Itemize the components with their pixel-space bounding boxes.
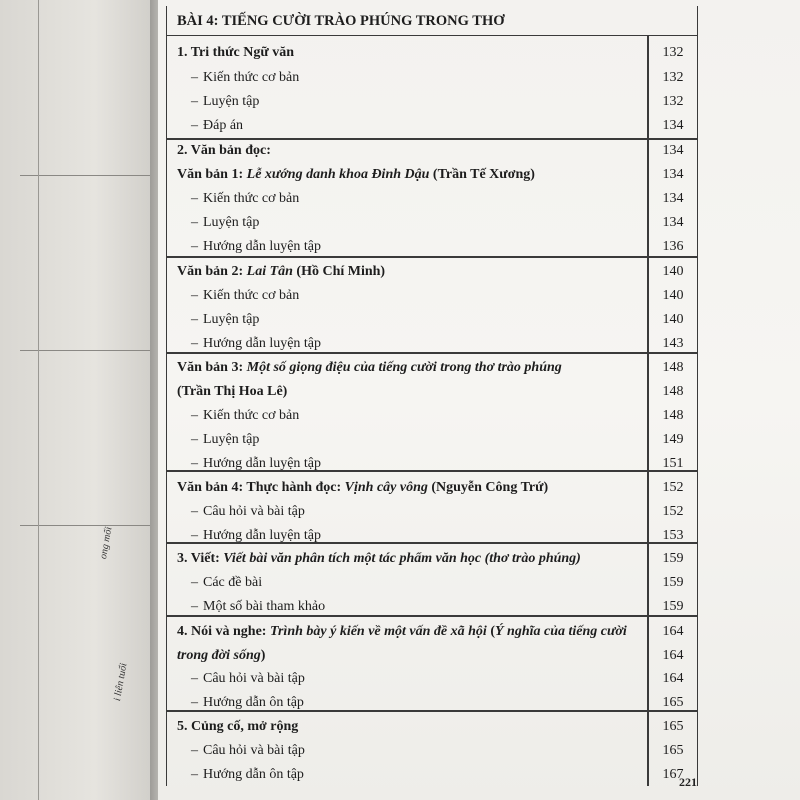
toc-entry-text: 3. Viết: xyxy=(177,551,224,566)
toc-entry-text: Một số bài tham khảo xyxy=(203,599,326,614)
toc-row xyxy=(167,763,697,787)
dash-bullet: – xyxy=(191,312,198,327)
toc-entry-title xyxy=(191,428,259,452)
dash-bullet: – xyxy=(191,94,198,109)
toc-entry-text: Kiến thức cơ bản xyxy=(203,70,300,85)
toc-entry-title xyxy=(191,235,321,259)
dash-bullet: – xyxy=(191,336,198,351)
toc-row xyxy=(167,139,697,163)
toc-entry-text: Lai Tân xyxy=(246,264,293,279)
toc-entry-text: (Nguyễn Công Trứ) xyxy=(427,480,549,495)
toc-row xyxy=(167,500,697,524)
toc-entry-text: Luyện tập xyxy=(203,432,260,447)
toc-row xyxy=(167,66,697,90)
toc-row xyxy=(167,524,697,548)
toc-row xyxy=(167,547,697,571)
toc-entry-text: Câu hỏi và bài tập xyxy=(203,743,305,758)
toc-entry-title xyxy=(191,524,321,548)
toc-row xyxy=(167,235,697,259)
toc-row xyxy=(167,90,697,114)
toc-row xyxy=(167,404,697,428)
dash-bullet: – xyxy=(191,288,198,303)
corner-page-number: 221 xyxy=(679,775,697,789)
toc-entry-text: Hướng dẫn ôn tập xyxy=(203,695,304,710)
toc-entry-title xyxy=(177,356,562,380)
toc-page-number: 148 xyxy=(662,360,684,375)
toc-page-number: 164 xyxy=(662,671,684,686)
toc-entry-title xyxy=(191,763,304,787)
dash-bullet: – xyxy=(191,671,198,686)
toc-page-number: 132 xyxy=(662,94,684,109)
toc-row xyxy=(167,356,697,380)
toc-entry-title xyxy=(191,500,305,524)
toc-entry-text: Văn bản 2: xyxy=(177,264,247,279)
toc-entry-text: Viết bài văn phân tích một tác phẩm văn học (thơ trào phúng) xyxy=(223,551,581,566)
left-rule xyxy=(20,525,150,526)
toc-page-number: 148 xyxy=(662,384,684,399)
dash-bullet: – xyxy=(191,575,198,590)
toc-entry-title xyxy=(191,739,305,763)
dash-bullet: – xyxy=(191,118,198,133)
toc-page-number: 151 xyxy=(662,456,684,471)
toc-row xyxy=(167,476,697,500)
toc-row xyxy=(167,163,697,187)
toc-entry-text: Câu hỏi và bài tập xyxy=(203,504,305,519)
toc-entry-text: (Trần Thị Hoa Lê) xyxy=(177,384,288,399)
toc-entry-title xyxy=(177,476,548,500)
toc-page-number: 132 xyxy=(662,45,684,60)
toc-entry-title xyxy=(177,547,581,571)
toc-entry-title xyxy=(177,139,271,163)
dash-bullet: – xyxy=(191,528,198,543)
toc-row xyxy=(167,211,697,235)
toc-entry-text: 4. Nói và nghe: xyxy=(177,624,270,639)
toc-table xyxy=(166,6,698,789)
toc-entry-title xyxy=(191,187,299,211)
toc-row xyxy=(167,380,697,404)
toc-entry-text: Luyện tập xyxy=(203,312,260,327)
toc-entry-title xyxy=(191,571,262,595)
left-column-line xyxy=(38,0,39,800)
toc-page-number: 134 xyxy=(662,191,684,206)
toc-page-number: 149 xyxy=(662,432,684,447)
toc-page-number: 134 xyxy=(662,143,684,158)
toc-entry-text: Các đề bài xyxy=(203,575,263,590)
toc-row xyxy=(167,452,697,476)
toc-page-number: 140 xyxy=(662,264,684,279)
toc-entry-title xyxy=(191,308,259,332)
toc-entry-text: 1. Tri thức Ngữ văn xyxy=(177,45,295,60)
toc-entry-title xyxy=(177,380,287,404)
toc-page-number: 140 xyxy=(662,288,684,303)
left-page-edge xyxy=(0,0,158,800)
left-rule xyxy=(20,175,150,176)
toc-row xyxy=(167,715,697,739)
toc-entry-title xyxy=(191,114,243,138)
toc-page-number: 134 xyxy=(662,215,684,230)
dash-bullet: – xyxy=(191,695,198,710)
toc-page-number: 134 xyxy=(662,118,684,133)
left-page-fragment: ong mối xyxy=(98,525,115,560)
toc-page-number: 165 xyxy=(662,719,684,734)
toc-entry-title xyxy=(177,715,298,739)
toc-page-number: 159 xyxy=(662,599,684,614)
toc-entry-title xyxy=(191,66,299,90)
toc-entry-text: 5. Củng cố, mở rộng xyxy=(177,719,299,734)
toc-entry-text: Ý nghĩa của tiếng cười xyxy=(494,624,627,639)
dash-bullet: – xyxy=(191,432,198,447)
toc-entry-text: Lễ xướng danh khoa Đinh Dậu xyxy=(246,167,430,182)
toc-entry-text: Kiến thức cơ bản xyxy=(203,408,300,423)
toc-row xyxy=(167,667,697,691)
toc-page-number: 167 xyxy=(662,767,684,782)
toc-entry-title xyxy=(191,211,259,235)
toc-entry-text: Hướng dẫn luyện tập xyxy=(203,336,322,351)
toc-page-number: 164 xyxy=(662,624,684,639)
dash-bullet: – xyxy=(191,456,198,471)
toc-entry-text: Văn bản 4: Thực hành đọc: xyxy=(177,480,345,495)
toc-entry-text: Hướng dẫn luyện tập xyxy=(203,456,322,471)
toc-page-number: 159 xyxy=(662,551,684,566)
toc-row xyxy=(167,691,697,715)
toc-row xyxy=(167,284,697,308)
toc-entry-text: Kiến thức cơ bản xyxy=(203,191,300,206)
dash-bullet: – xyxy=(191,215,198,230)
toc-entry-text: Văn bản 3: xyxy=(177,360,247,375)
toc-entry-text: Luyện tập xyxy=(203,215,260,230)
toc-row xyxy=(167,187,697,211)
toc-row xyxy=(167,620,697,644)
lesson-title: BÀI 4: TIẾNG CƯỜI TRÀO PHÚNG TRONG THƠ xyxy=(167,6,697,36)
dash-bullet: – xyxy=(191,408,198,423)
toc-entry-text: Hướng dẫn luyện tập xyxy=(203,239,322,254)
toc-entry-title xyxy=(191,452,321,476)
toc-entry-title xyxy=(177,620,627,644)
toc-row xyxy=(167,428,697,452)
toc-entry-text: Trình bày ý kiến về một vấn đề xã hội xyxy=(269,624,487,639)
toc-page-number: 140 xyxy=(662,312,684,327)
toc-page-number: 148 xyxy=(662,408,684,423)
toc-row xyxy=(167,332,697,356)
toc-row xyxy=(167,41,697,65)
toc-entry-text: 2. Văn bản đọc: xyxy=(177,143,271,158)
toc-entry-text: ( xyxy=(486,624,495,639)
toc-page-number: 165 xyxy=(662,695,684,710)
toc-page-number: 136 xyxy=(662,239,684,254)
toc-row xyxy=(167,114,697,138)
toc-entry-text: (Trần Tế Xương) xyxy=(429,167,535,182)
toc-row xyxy=(167,571,697,595)
toc-entry-text: Đáp án xyxy=(203,118,244,133)
toc-page-number: 134 xyxy=(662,167,684,182)
toc-page-number: 152 xyxy=(662,480,684,495)
toc-entry-title xyxy=(191,332,321,356)
toc-entry-title xyxy=(191,90,259,114)
left-page-fragment: i liên tuổi xyxy=(112,662,130,702)
toc-page-number: 143 xyxy=(662,336,684,351)
toc-page-number: 132 xyxy=(662,70,684,85)
toc-entry-title xyxy=(177,260,385,284)
toc-page-number: 164 xyxy=(662,648,684,663)
dash-bullet: – xyxy=(191,191,198,206)
toc-entry-title xyxy=(191,595,325,619)
toc-row xyxy=(167,260,697,284)
toc-page-number: 159 xyxy=(662,575,684,590)
toc-entry-text: Văn bản 1: xyxy=(177,167,247,182)
toc-entry-text: ) xyxy=(260,648,266,663)
toc-entry-title xyxy=(177,41,294,65)
toc-row xyxy=(167,308,697,332)
toc-row xyxy=(167,739,697,763)
toc-entry-text: trong đời sống xyxy=(177,648,261,663)
dash-bullet: – xyxy=(191,599,198,614)
toc-entry-text: Kiến thức cơ bản xyxy=(203,288,300,303)
toc-entry-title xyxy=(191,691,304,715)
dash-bullet: – xyxy=(191,767,198,782)
toc-entry-title xyxy=(177,163,535,187)
left-rule xyxy=(20,350,150,351)
toc-entry-text: Một số giọng điệu của tiếng cười trong thơ trào phúng xyxy=(246,360,562,375)
dash-bullet: – xyxy=(191,743,198,758)
dash-bullet: – xyxy=(191,70,198,85)
toc-entry-text: (Hồ Chí Minh) xyxy=(292,264,386,279)
toc-entry-text: Hướng dẫn luyện tập xyxy=(203,528,322,543)
toc-entry-title xyxy=(191,284,299,308)
toc-row xyxy=(167,595,697,619)
dash-bullet: – xyxy=(191,239,198,254)
toc-entry-text: Hướng dẫn ôn tập xyxy=(203,767,304,782)
toc-page-number: 153 xyxy=(662,528,684,543)
toc-entry-title xyxy=(191,404,299,428)
toc-page-number: 165 xyxy=(662,743,684,758)
toc-entry-text: Luyện tập xyxy=(203,94,260,109)
toc-page-number: 152 xyxy=(662,504,684,519)
toc-entry-text: Vịnh cây vông xyxy=(344,480,428,495)
toc-entry-title xyxy=(191,667,305,691)
toc-entry-text: Câu hỏi và bài tập xyxy=(203,671,305,686)
toc-row xyxy=(167,644,697,668)
dash-bullet: – xyxy=(191,504,198,519)
toc-entry-title xyxy=(177,644,265,668)
